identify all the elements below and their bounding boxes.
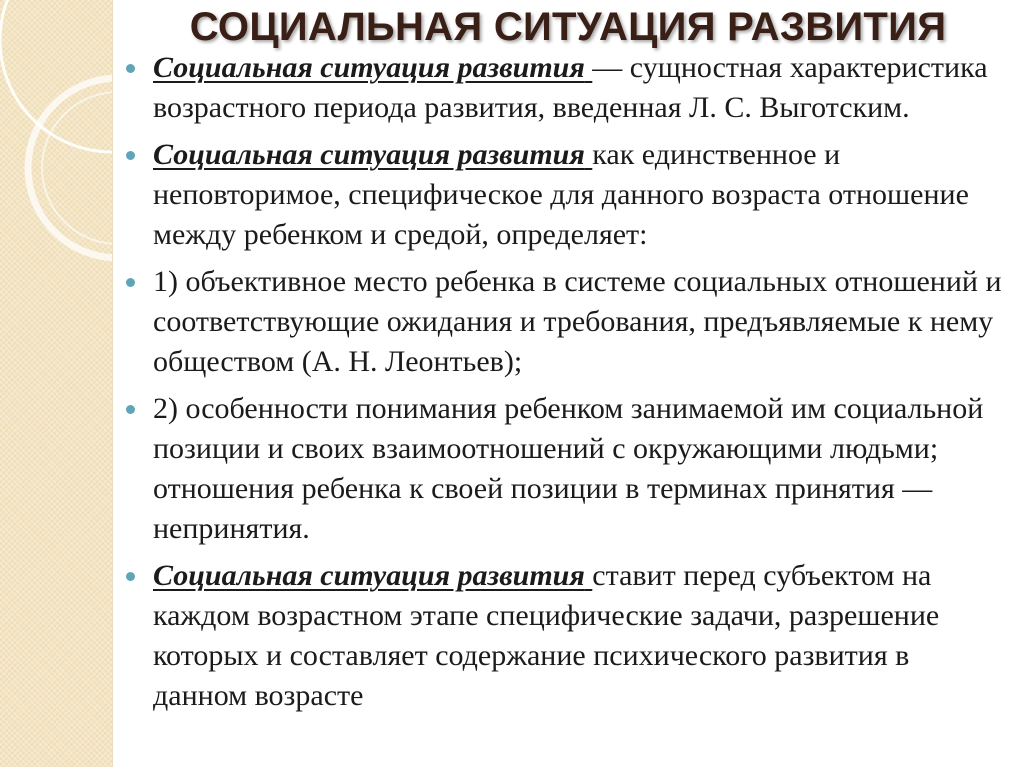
bullet-item-5	[126, 556, 1006, 716]
bullet-text: — сущностная характеристика возрастного периода развития, введенная Л. С. Выготским.	[153, 51, 988, 124]
decorative-side-strip	[0, 0, 112, 767]
bullet-item-1	[126, 48, 1006, 128]
bullet-dot-icon	[126, 151, 135, 160]
bullet-text: как единственное и неповторимое, специфическое для данного возраста отношение между ребенком и средой, определяет:	[153, 138, 969, 251]
bullet-dot-icon	[126, 278, 135, 287]
bullet-dot-icon	[126, 64, 135, 73]
bullet-dot-icon	[126, 572, 135, 581]
bullet-text: ставит перед субъектом на каждом возрастном этапе специфические задачи, разрешение которых и составляет содержание психического развития в данном возрасте	[153, 559, 940, 712]
strip-divider	[112, 0, 113, 767]
slide-title: СОЦИАЛЬНАЯ СИТУАЦИЯ РАЗВИТИЯ	[189, 5, 947, 49]
bullet-text: 1) объективное место ребенка в системе социальных отношений и соответствующие ожидания и требования, предъявляемые к нему обществом (А. Н. Леонтьев);	[153, 265, 1002, 378]
term-highlight: Социальная ситуация развития	[153, 51, 585, 84]
decorative-circles	[0, 0, 112, 767]
bullet-item-4	[126, 389, 1006, 549]
term-highlight: Социальная ситуация развития	[153, 138, 585, 171]
bullet-item-2	[126, 135, 1006, 255]
bullet-text: 2) особенности понимания ребенком занимаемой им социальной позиции и своих взаимоотношений с окружающими людьми; отношения ребенка к своей позиции в терминах принятия — непринятия.	[153, 392, 984, 545]
bullet-item-3	[126, 262, 1006, 382]
bullet-dot-icon	[126, 405, 135, 414]
term-highlight: Социальная ситуация развития	[153, 559, 585, 592]
bullet-list	[126, 48, 1006, 723]
